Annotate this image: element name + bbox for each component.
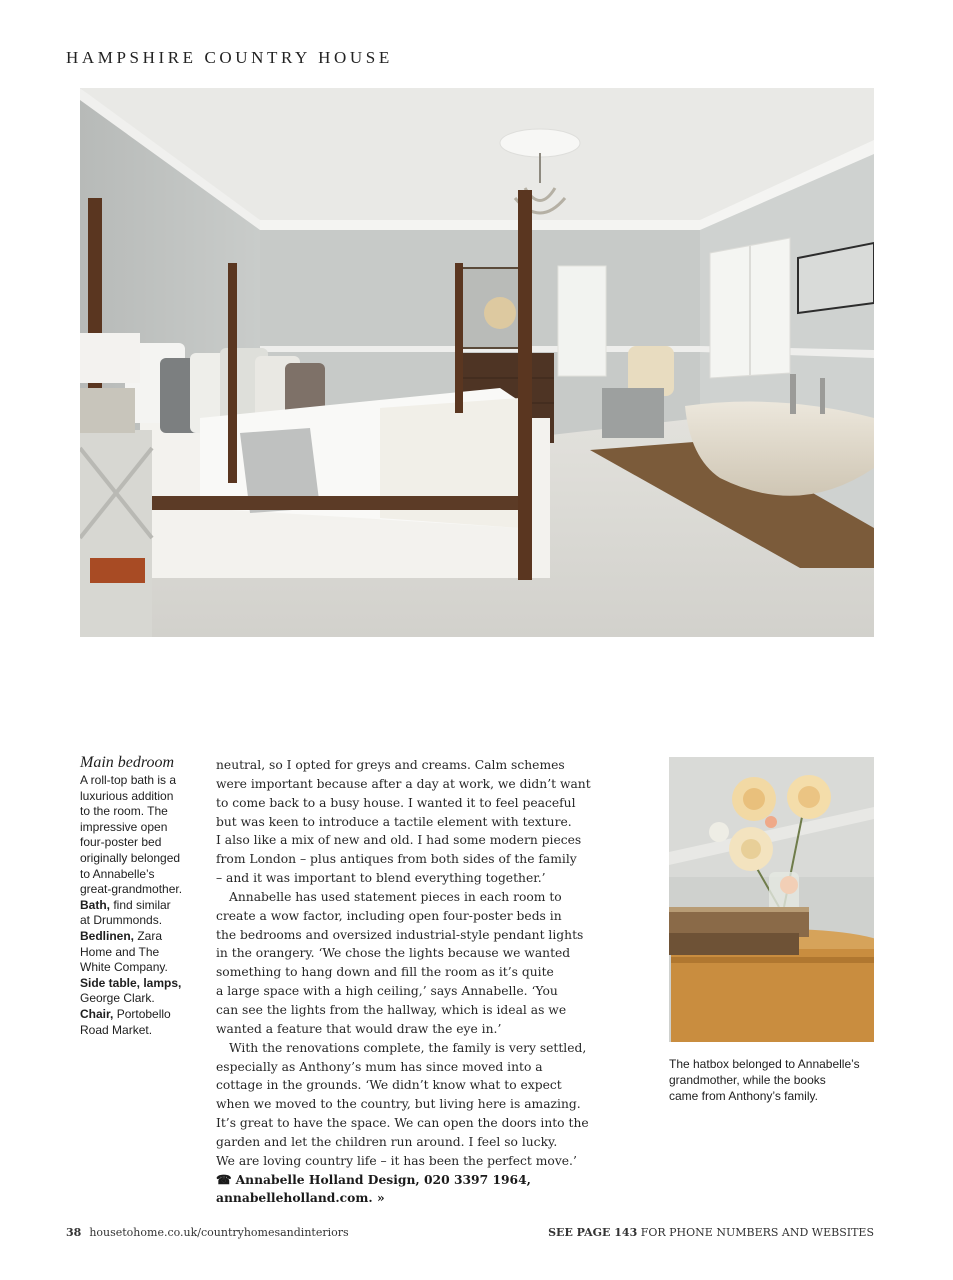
caption-line: grandmother, while the books xyxy=(669,1073,826,1087)
designer-credit-line: ☎ Annabelle Holland Design, 020 3397 1964, xyxy=(216,1171,531,1187)
article-line: in the orangery. ‘We chose the lights because we wanted xyxy=(216,946,571,961)
credit-line xyxy=(80,1007,202,1023)
photo-caption-sidebar xyxy=(80,754,202,1038)
article-line: create a wow factor, including open four-poster beds in xyxy=(216,908,562,923)
caption-line: originally belonged xyxy=(80,850,181,865)
article-line: but was keen to introduce a tactile element with texture. xyxy=(216,814,572,829)
caption-credits xyxy=(80,898,202,1038)
caption-lines xyxy=(80,773,202,898)
article-line: Annabelle has used statement pieces in each room to xyxy=(229,889,562,904)
main-bedroom-photo xyxy=(80,88,874,637)
hatbox-caption xyxy=(669,1056,881,1104)
credit-source: Home and The xyxy=(80,944,160,959)
article-line: neutral, so I opted for greys and creams. Calm schemes xyxy=(216,758,565,772)
article-line: to come back to a busy house. I wanted it to feel peaceful xyxy=(216,795,576,810)
credit-line xyxy=(80,945,202,961)
footer-right xyxy=(548,1226,874,1239)
caption-line: luxurious addition xyxy=(80,788,174,803)
caption-line: impressive open xyxy=(80,819,168,834)
article-line: I also like a mix of new and old. I had some modern pieces xyxy=(216,833,582,848)
article-line: We are loving country life – it has been the perfect move.’ xyxy=(216,1153,577,1168)
caption-line: four-poster bed xyxy=(80,835,162,850)
footer-left xyxy=(66,1226,349,1239)
credit-line xyxy=(80,898,202,914)
caption-title: Main bedroom xyxy=(80,754,175,771)
credit-line xyxy=(80,976,202,992)
hatbox-books-photo xyxy=(669,757,874,1042)
article-line: something to hang down and fill the room as it’s quite xyxy=(216,965,554,980)
caption-line: great-grandmother. xyxy=(80,882,183,897)
credit-line xyxy=(80,929,202,945)
article-body xyxy=(216,756,636,1208)
credit-line xyxy=(80,960,202,976)
caption-line: to the room. The xyxy=(80,804,168,819)
credit-label: Side table, lamps, xyxy=(80,975,182,990)
credit-line xyxy=(80,913,202,929)
credit-source: Road Market. xyxy=(80,1022,153,1037)
credit-source: at Drummonds. xyxy=(80,913,163,928)
caption-line: came from Anthony’s family. xyxy=(669,1089,818,1103)
page-number: 38 xyxy=(66,1226,82,1239)
credit-label: Chair, xyxy=(80,1006,114,1021)
article-line: especially as Anthony’s mum has since moved into a xyxy=(216,1059,543,1074)
article-paragraphs xyxy=(216,756,636,1171)
credit-source: George Clark. xyxy=(80,991,155,1006)
see-page-text: FOR PHONE NUMBERS AND WEBSITES xyxy=(637,1226,874,1239)
caption-line: A roll-top bath is a xyxy=(80,773,177,787)
article-line: wanted a feature that would draw the eye in.’ xyxy=(216,1021,502,1036)
article-line: can see the lights from the hallway, which is ideal as we xyxy=(216,1002,567,1017)
credit-source: Zara xyxy=(134,928,163,943)
article-line: a large space with a high ceiling,’ says Annabelle. ‘You xyxy=(216,984,558,999)
credit-line xyxy=(80,1023,202,1039)
credit-label: Bath, xyxy=(80,897,110,912)
credit-label: Bedlinen, xyxy=(80,928,135,943)
article-line: the bedrooms and oversized industrial-style pendant lights xyxy=(216,927,584,942)
designer-website: annabelleholland.com. » xyxy=(216,1190,385,1206)
section-header: HAMPSHIRE COUNTRY HOUSE xyxy=(66,48,393,67)
article-line: With the renovations complete, the family is very settled, xyxy=(229,1040,587,1055)
article-line: – and it was important to blend everything together.’ xyxy=(216,871,546,886)
footer-url[interactable]: housetohome.co.uk/countryhomesandinteriors xyxy=(89,1226,349,1239)
article-line: cottage in the grounds. ‘We didn’t know what to expect xyxy=(216,1078,562,1093)
credit-source: White Company. xyxy=(80,960,168,975)
credit-line xyxy=(80,991,202,1007)
article-line: garden and let the children run around. I feel so lucky. xyxy=(216,1134,558,1149)
credit-source: Portobello xyxy=(113,1006,171,1021)
article-line: were important because after a day at work, we didn’t want xyxy=(216,776,591,791)
article-line: It’s great to have the space. We can open the doors into the xyxy=(216,1116,589,1131)
article-line: when we moved to the country, but living here is amazing. xyxy=(216,1097,581,1112)
credit-source: find similar xyxy=(110,897,171,912)
caption-line: to Annabelle’s xyxy=(80,866,155,881)
article-line: from London – plus antiques from both sides of the family xyxy=(216,852,577,867)
caption-line: The hatbox belonged to Annabelle’s xyxy=(669,1057,860,1071)
see-page-ref: SEE PAGE 143 xyxy=(548,1226,638,1239)
